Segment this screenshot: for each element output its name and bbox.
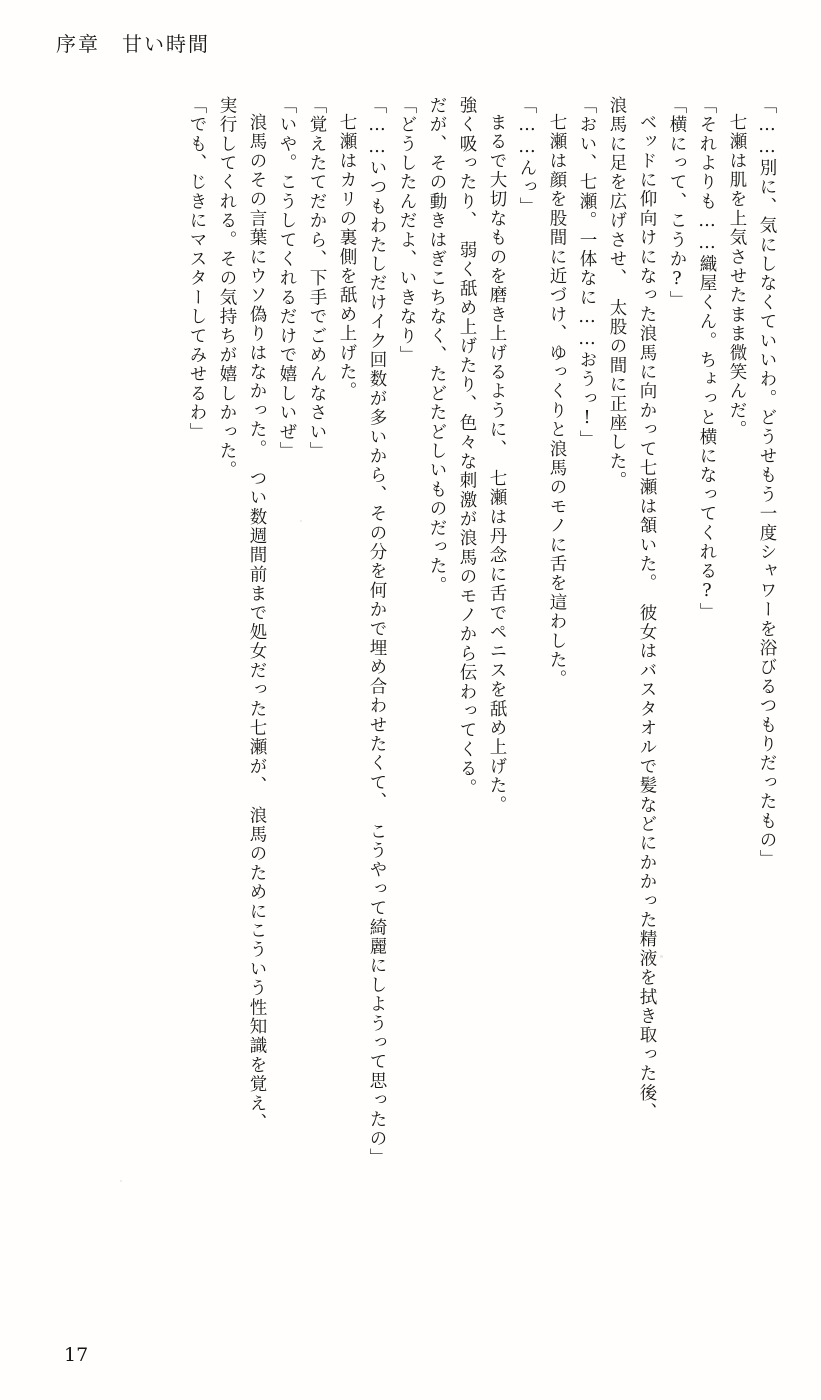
body-text-block — [56, 96, 775, 1296]
paper-speck — [660, 955, 663, 958]
text-column: 実行してくれる。その気持ちが嬉しかった。 — [217, 96, 237, 480]
page-number: 17 — [64, 1344, 89, 1366]
text-column: 「どうしたんだよ、いきなり」 — [397, 96, 417, 365]
text-column: まるで大切なものを磨き上げるように、 七瀬は丹念に舌でペニスを舐め上げた。 — [487, 113, 507, 815]
text-column: 強く吸ったり、 弱く舐め上げたり、色々な刺激が浪馬のモノから伝わってくる。 — [457, 96, 477, 798]
text-column: 七瀬は肌を上気させたまま微笑んだ。 — [727, 113, 747, 440]
text-column: 「でも、じきにマスターしてみせるわ」 — [187, 96, 207, 442]
chapter-heading — [56, 28, 210, 57]
text-column: だが、その動きはぎこちなく、たどたどしいものだった。 — [427, 96, 447, 596]
text-column: 「……んっ」 — [517, 96, 537, 217]
text-column: 「おい、七瀬。一体なに……おうっ!」 — [577, 96, 597, 450]
paper-speck — [300, 520, 302, 522]
paper-speck — [120, 1180, 122, 1182]
text-column: 「横にって、こうか?」 — [667, 96, 687, 310]
text-column: 「……別に、気にしなくていいわ。どうせもう一度シャワーを浴びるつもりだったもの」 — [757, 96, 777, 869]
text-column: 「それよりも……織屋くん。ちょっと横になってくれる?」 — [697, 96, 717, 622]
text-column: 「いや。こうしてくれるだけで嬉しいぜ」 — [277, 96, 297, 461]
text-column: 浪馬に足を広げさせ、 太股の間に正座した。 — [607, 96, 627, 491]
text-column: 「……いつもわたしだけイク回数が多いから、その分を何かで埋め合わせたくて、 こうやって綺麗にしようって思ったの」 — [367, 96, 387, 1168]
chapter-title: 甘い時間 — [122, 32, 210, 56]
text-column: 「覚えたてだから、下手でごめんなさい」 — [307, 96, 327, 461]
text-column: 浪馬のその言葉にウソ偽りはなかった。 つい数週間前まで処女だった七瀬が、 浪馬のためにこういう性知識を覚え、 — [247, 113, 267, 1133]
text-column: 七瀬はカリの裏側を舐め上げた。 — [337, 113, 357, 401]
text-column: 七瀬は顔を股間に近づけ、ゆっくりと浪馬のモノに舌を這わした。 — [547, 113, 567, 689]
text-column: ベッドに仰向けになった浪馬に向かって七瀬は頷いた。 彼女はバスタオルで髪などにかかった精液を拭き取った後、 — [637, 113, 657, 1122]
chapter-label: 序章 — [56, 32, 100, 56]
